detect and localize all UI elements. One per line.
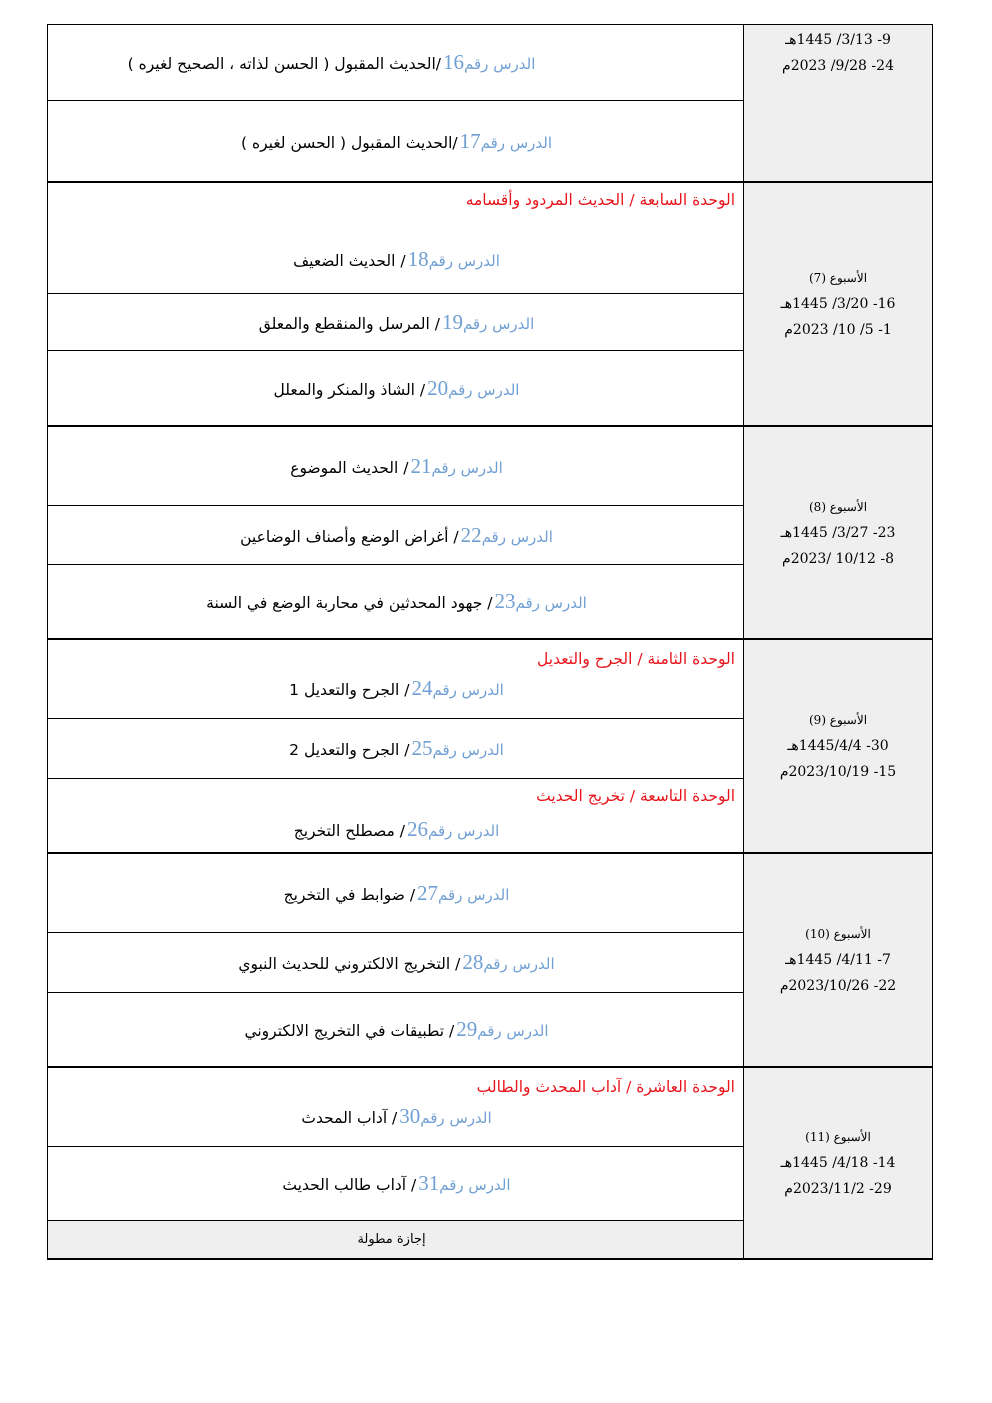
lesson-cell <box>48 932 743 992</box>
lesson-line <box>48 454 745 479</box>
lesson-number: 24 <box>411 676 433 700</box>
lesson-title: /الحديث المقبول ( الحسن لغيره ) <box>241 133 458 152</box>
lesson-cell <box>48 1146 743 1220</box>
lesson-number: 21 <box>410 453 432 478</box>
lesson-line <box>48 1104 745 1129</box>
week-hijri-date: 30- 1445/4/4هـ <box>787 738 889 754</box>
week-gregorian-date: 24- 9/28/ 2023م <box>782 58 894 74</box>
week-hijri-date: 16- 3/20/ 1445هـ <box>780 296 896 312</box>
lesson-line <box>48 310 745 335</box>
week-hijri-date: 23- 3/27/ 1445هـ <box>780 524 896 541</box>
lesson-label: الدرس رقم <box>481 527 553 546</box>
week-row <box>47 425 933 638</box>
lesson-cell <box>48 293 743 350</box>
lessons-column <box>48 183 743 425</box>
lesson-title: / مصطلح التخريج <box>293 822 405 840</box>
lesson-line <box>48 881 745 906</box>
lesson-cell <box>48 778 743 852</box>
week-gregorian-date: 22- 2023/10/26م <box>779 978 897 994</box>
lessons-column <box>48 854 743 1066</box>
week-hijri-date: 9- 3/13/ 1445هـ <box>785 32 891 48</box>
lesson-title: / الحديث الموضوع <box>290 458 409 477</box>
week-date-cell <box>743 183 932 425</box>
lesson-title: / الجرح والتعديل 1 <box>289 681 410 699</box>
lesson-line <box>48 1171 745 1196</box>
lesson-line <box>48 247 745 272</box>
lessons-column <box>48 640 743 852</box>
week-row <box>47 852 933 1066</box>
lesson-number: 17 <box>459 128 481 153</box>
week-date-cell <box>743 640 932 852</box>
schedule-table <box>47 24 933 1260</box>
lesson-title: /الحديث المقبول ( الحسن لذاته ، الصحيح لغيره ) <box>127 55 442 73</box>
lesson-number: 20 <box>427 375 449 400</box>
lesson-number: 25 <box>411 736 433 760</box>
lesson-title: / جهود المحدثين في محاربة الوضع في السنة <box>206 594 493 612</box>
week-row <box>47 638 933 852</box>
week-label: الأسبوع (11) <box>805 1130 871 1144</box>
unit-heading: الوحدة الثامنة / الجرح والتعديل <box>537 650 735 668</box>
week-row <box>47 1066 933 1260</box>
week-date-cell <box>743 427 932 638</box>
lesson-line <box>48 129 745 154</box>
lesson-label: الدرس رقم <box>420 1109 492 1127</box>
lesson-label: الدرس رقم <box>448 380 520 399</box>
lesson-title: / الحديث الضعيف <box>293 252 406 270</box>
lesson-cell <box>48 427 743 505</box>
lesson-line <box>48 589 745 614</box>
week-date-cell <box>743 1068 932 1258</box>
week-label: الأسبوع (7) <box>808 271 868 285</box>
week-gregorian-date: 15- 2023/10/19م <box>779 764 897 780</box>
lesson-cell <box>48 992 743 1066</box>
week-gregorian-date: 8- 10/12 /2023م <box>782 550 894 567</box>
lesson-cell <box>48 183 743 293</box>
lesson-line <box>48 676 745 701</box>
lesson-number: 29 <box>456 1017 478 1041</box>
lesson-title: / ضوابط في التخريج <box>283 885 416 904</box>
lesson-label: الدرس رقم <box>438 885 510 904</box>
lesson-number: 16 <box>443 50 465 74</box>
lesson-line <box>48 50 615 75</box>
week-row <box>47 181 933 425</box>
lesson-number: 27 <box>417 880 439 905</box>
lesson-label: الدرس رقم <box>515 594 587 612</box>
holiday-label: إجازة مطولة <box>357 1232 426 1247</box>
lesson-line <box>48 523 745 548</box>
lesson-label: الدرس رقم <box>432 681 504 699</box>
lesson-number: 22 <box>460 522 482 547</box>
lesson-label: الدرس رقم <box>480 133 552 152</box>
lesson-title: / الجرح والتعديل 2 <box>289 741 410 759</box>
lesson-label: الدرس رقم <box>431 458 503 477</box>
lesson-title: / تطبيقات في التخريج الالكتروني <box>244 1022 455 1040</box>
lesson-label: الدرس رقم <box>428 252 500 270</box>
lesson-label: الدرس رقم <box>439 1176 511 1194</box>
lesson-line <box>48 950 745 975</box>
unit-heading: الوحدة السابعة / الحديث المردود وأقسامه <box>465 191 735 209</box>
week-label: الأسبوع (8) <box>808 499 868 514</box>
lesson-cell <box>48 640 743 718</box>
week-gregorian-date: 1- 5/ 10/ 2023م <box>784 322 892 338</box>
week-label: الأسبوع (9) <box>808 713 868 727</box>
lesson-title: / التخريج الالكتروني للحديث النبوي <box>238 955 461 973</box>
week-hijri-date: 14- 4/18/ 1445هـ <box>780 1155 896 1171</box>
lesson-cell <box>48 100 743 181</box>
lesson-label: الدرس رقم <box>464 55 536 73</box>
lesson-cell <box>48 25 743 100</box>
week-gregorian-date: 29- 2023/11/2م <box>784 1181 892 1197</box>
week-date-cell <box>743 854 932 1066</box>
lesson-line <box>48 376 745 401</box>
lesson-number: 31 <box>418 1171 440 1195</box>
lesson-line <box>48 817 745 842</box>
lesson-cell <box>48 718 743 778</box>
lesson-title: / آداب طالب الحديث <box>282 1176 417 1194</box>
lesson-number: 19 <box>441 309 463 334</box>
lesson-number: 23 <box>494 589 516 613</box>
lesson-cell <box>48 854 743 932</box>
lesson-title: / آداب المحدث <box>301 1109 398 1127</box>
unit-heading: الوحدة العاشرة / آداب المحدث والطالب <box>476 1078 735 1096</box>
lesson-number: 26 <box>406 817 428 841</box>
week-label: الأسبوع (10) <box>805 927 871 941</box>
lesson-number: 30 <box>399 1104 421 1128</box>
lesson-cell <box>48 564 743 638</box>
lesson-label: الدرس رقم <box>483 955 555 973</box>
week-row <box>47 24 933 181</box>
lessons-column <box>48 1068 743 1258</box>
lesson-label: الدرس رقم <box>477 1022 549 1040</box>
week-date-cell <box>743 25 932 181</box>
lesson-title: / المرسل والمنقطع والمعلق <box>258 314 440 333</box>
lesson-cell <box>48 1068 743 1146</box>
lesson-line <box>48 736 745 761</box>
lessons-column <box>48 427 743 638</box>
holiday-cell <box>48 1220 743 1258</box>
lesson-title: / الشاذ والمنكر والمعلل <box>273 380 426 399</box>
lesson-cell <box>48 505 743 564</box>
lesson-number: 18 <box>407 247 429 271</box>
lesson-cell <box>48 350 743 425</box>
lesson-title: / أغراض الوضع وأصناف الوضاعين <box>240 527 459 546</box>
lessons-column <box>48 25 743 181</box>
lesson-label: الدرس رقم <box>432 741 504 759</box>
unit-heading: الوحدة التاسعة / تخريج الحديث <box>536 787 735 805</box>
lesson-label: الدرس رقم <box>427 822 500 840</box>
week-hijri-date: 7- 4/11/ 1445هـ <box>785 952 891 968</box>
lesson-label: الدرس رقم <box>462 314 535 333</box>
lesson-number: 28 <box>462 950 484 974</box>
lesson-line <box>48 1017 745 1042</box>
